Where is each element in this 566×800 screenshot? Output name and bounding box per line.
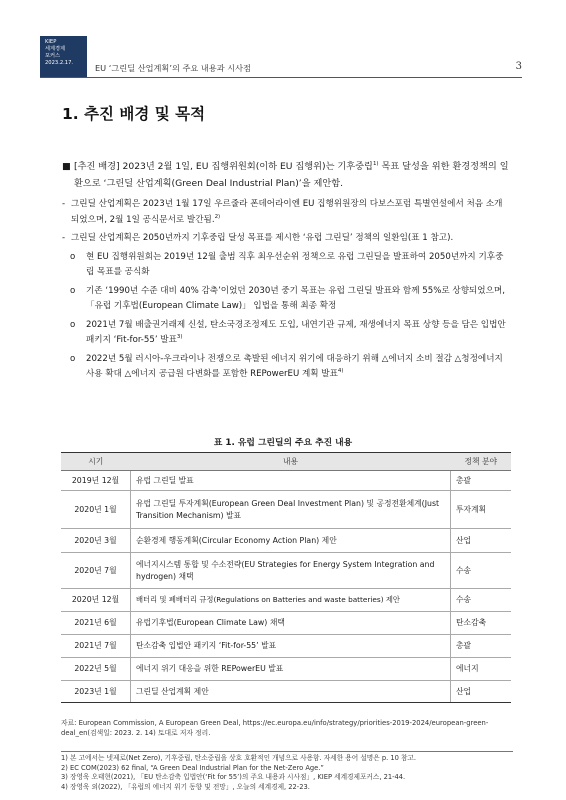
footnote: 1) 본 고에서는 넷제로(Net Zero), 기후중립, 탄소중립을 상호 호환적인 개념으로 사용함. 자세한 용어 설명은 p. 10 참고. xyxy=(61,754,417,762)
circle-marker: o xyxy=(70,319,76,330)
table-row xyxy=(61,681,511,703)
cell-date: 2019년 12월 xyxy=(61,471,131,491)
footnote-ref: 1) xyxy=(372,160,379,167)
table-header-row xyxy=(61,453,511,471)
table-row xyxy=(61,471,511,491)
main-bullet-text-2: 목표 달성을 위한 환경정책의 일환으로 ‘그린딜 산업계획(Green Deal Industrial Plan)’을 제안함. xyxy=(74,161,509,189)
cell-content: 에너지시스템 통합 및 수소전략(EU Strategies for Energy System Integration and hydrogen) 채택 xyxy=(131,553,451,589)
circle-text: 2021년 7월 배출권거래제 신설, 탄소국경조정제도 도입, 내연기관 규제, 재생에너지 목표 상향 등을 담은 입법안 패키지 ‘Fit-for-55’ 발표 xyxy=(86,319,506,345)
org-line: 포커스 xyxy=(45,53,61,59)
circle-text: 현 EU 집행위원회는 2019년 12월 출범 직후 최우선순위 정책으로 유럽 그린딜을 발표하여 2050년까지 기후중립 목표를 공식화 xyxy=(86,251,504,277)
cell-content: 유럽 그린딜 발표 xyxy=(131,471,451,491)
header-divider xyxy=(40,77,522,78)
cell-content: 에너지 위기 대응을 위한 REPowerEU 발표 xyxy=(131,658,451,681)
table-row xyxy=(61,635,511,658)
footnote-ref: 2) xyxy=(214,213,221,220)
cell-date: 2021년 7월 xyxy=(61,635,131,658)
footnote-ref: 3) xyxy=(176,334,183,341)
circle-marker: o xyxy=(70,285,76,296)
dash-item xyxy=(62,231,510,247)
cell-field: 총괄 xyxy=(451,635,512,658)
dash-marker: - xyxy=(62,199,66,209)
cell-field: 투자계획 xyxy=(451,491,512,529)
kiep-logo-box xyxy=(40,36,87,78)
cell-field: 에너지 xyxy=(451,658,512,681)
cell-date: 2020년 3월 xyxy=(61,529,131,553)
dash-text: 그린딜 산업계획은 2023년 1월 17일 우르줄라 폰데어라이엔 EU 집행위원장의 다보스포럼 특별연설에서 처음 소개되었으며, 2월 1일 공식문서로 발간됨. xyxy=(71,199,503,225)
org-line: 세계경제 xyxy=(45,46,66,52)
circle-marker: o xyxy=(70,353,76,364)
cell-field: 수송 xyxy=(451,553,512,589)
dash-text: 그린딜 산업계획은 2050년까지 기후중립 달성 목표를 제시한 ‘유럽 그린딜’ 정책의 일환임(표 1 참고). xyxy=(71,233,454,243)
circle-item xyxy=(62,284,510,315)
circle-marker: o xyxy=(70,251,76,262)
cell-field: 탄소감축 xyxy=(451,612,512,635)
cell-content: 탄소감축 입법안 패키지 ‘Fit-for-55’ 발표 xyxy=(131,635,451,658)
table-header-content: 내용 xyxy=(131,453,451,471)
cell-content: 유럽기후법(European Climate Law) 채택 xyxy=(131,612,451,635)
cell-field: 산업 xyxy=(451,529,512,553)
cell-content: 순환경제 행동계획(Circular Economy Action Plan) 제안 xyxy=(131,529,451,553)
footnote: 4) 장영욱 외(2022), 「유럽의 에너지 위기 동향 및 전망」, 오늘의 세계경제, 22-23. xyxy=(61,782,310,791)
circle-text: 2022년 5월 러시아-우크라이나 전쟁으로 촉발된 에너지 위기에 대응하기 위해 △에너지 소비 절감 △청정에너지 사용 확대 △에너지 공급원 다변화를 포함한 REPowerEU 계획 발표 xyxy=(86,353,503,379)
table-row xyxy=(61,529,511,553)
org-line: 2023.2.17. xyxy=(45,60,74,66)
cell-field: 산업 xyxy=(451,681,512,703)
circle-item xyxy=(62,318,510,349)
table-row xyxy=(61,658,511,681)
cell-field: 총괄 xyxy=(451,471,512,491)
footnote: 2) EC COM(2023) 62 final, “A Green Deal Industrial Plan for the Net-Zero Age.” xyxy=(61,763,324,772)
table-source: 자료: European Commission, A European Green Deal, https://ec.europa.eu/info/strategy/priorities-2019-2024/european-green-deal_en(검색일: 2023. 2. 14) 토대로 저자 정리. xyxy=(61,719,489,737)
table-row xyxy=(61,612,511,635)
circle-item xyxy=(62,250,510,281)
cell-date: 2021년 6월 xyxy=(61,612,131,635)
cell-content: 그린딜 산업계획 제안 xyxy=(131,681,451,703)
org-line: KIEP xyxy=(45,39,57,45)
table-header-field: 정책 분야 xyxy=(451,453,512,471)
footnotes xyxy=(61,754,513,792)
cell-date: 2020년 7월 xyxy=(61,553,131,589)
table-row xyxy=(61,589,511,612)
footnote-divider xyxy=(61,751,513,752)
body-text xyxy=(62,158,510,383)
green-deal-table xyxy=(61,452,511,703)
cell-date: 2022년 5월 xyxy=(61,658,131,681)
table-row xyxy=(61,553,511,589)
cell-field: 수송 xyxy=(451,589,512,612)
circle-text: 기존 ‘1990년 수준 대비 40% 감축’이었던 2030년 중기 목표는 유럽 그린딜 발표와 함께 55%로 상향되었으며, 「유럽 기후법(European Climate Law)」 입법을 통해 최종 확정 xyxy=(86,285,505,311)
cell-content: 유럽 그린딜 투자계획(European Green Deal Investment Plan) 및 공정전환체계(Just Transition Mechanism) 발표 xyxy=(131,491,451,529)
footnote-ref: 4) xyxy=(337,368,344,375)
section-title: 1. 추진 배경 및 목적 xyxy=(62,105,206,123)
square-bullet-icon: ■ xyxy=(62,161,71,172)
page-number: 3 xyxy=(515,61,522,72)
dash-marker: - xyxy=(62,233,66,243)
main-bullet-text: [추진 배경] 2023년 2월 1일, EU 집행위원회(이하 EU 집행위)는 기후중립 xyxy=(74,161,373,172)
running-title: EU ‘그린딜 산업계획’의 주요 내용과 시사점 xyxy=(95,63,251,73)
table-row xyxy=(61,491,511,529)
table-header-date: 시기 xyxy=(61,453,131,471)
main-bullet xyxy=(62,158,510,192)
cell-date: 2023년 1월 xyxy=(61,681,131,703)
dash-item xyxy=(62,197,510,228)
cell-content: 배터리 및 폐배터리 규정(Regulations on Batteries and waste batteries) 제안 xyxy=(131,589,451,612)
cell-date: 2020년 12월 xyxy=(61,589,131,612)
footnote: 3) 장영욱 오태현(2021), 「EU 탄소감축 입법안(‘Fit for 55’)의 주요 내용과 시사점」, KIEP 세계경제포커스, 21-44. xyxy=(61,773,406,782)
cell-date: 2020년 1월 xyxy=(61,491,131,529)
circle-item xyxy=(62,352,510,383)
table-caption: 표 1. 유럽 그린딜의 주요 추진 내용 xyxy=(213,438,353,448)
